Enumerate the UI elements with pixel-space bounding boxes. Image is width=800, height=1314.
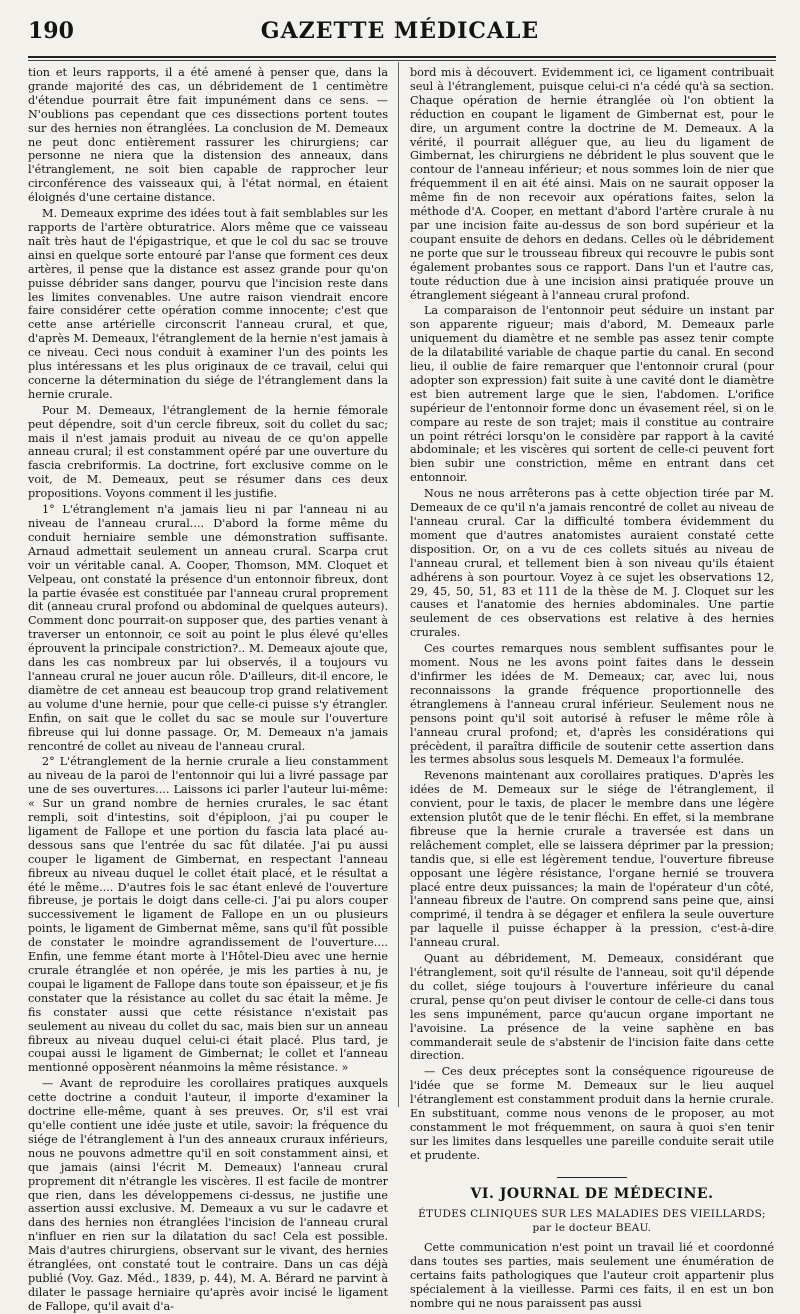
- paragraph: tion et leurs rapports, il a été amené à penser que, dans la grande majorité des cas, un débridement de 1 centimètre d'étendue pourrait être fait impunément dans ce sens. — N'oublions pas cependant que ces dissections portent toutes sur des hernies non étranglées. La conclusion de M. Demeaux ne peut donc entièrement rassurer les chirurgiens; car personne ne niera que la distension des anneaux, dans l'étranglement, ne soit bien capable de rapprocher leur circonférence des vaisseaux qui, à l'état normal, en étaient éloignés d'une certaine distance.: [28, 66, 388, 205]
- paragraph: Nous ne nous arrêterons pas à cette objection tirée par M. Demeaux de ce qu'il n'a jamais rencontré de collet au niveau de l'anneau crural. Car la difficulté tombera évidemment du moment que d'autres anatomistes auraient constaté cette disposition. Or, on a vu de ces collets situés au niveau de l'anneau crural, et tellement bien à son niveau qu'ils étaient adhérens à son pourtour. Voyez à ce sujet les observations 12, 29, 45, 50, 51, 83 et 111 de la thèse de M. J. Cloquet sur les causes et l'anatomie des hernies abdominales. Une partie seulement de ces observations est relative à des hernies crurales.: [410, 487, 774, 640]
- paragraph: Ces courtes remarques nous semblent suffisantes pour le moment. Nous ne les avons point faites dans le dessein d'infirmer les idées de M. Demeaux; car, avec lui, nous reconnaissons la grande fréquence proportionnelle des étranglemens à l'anneau crural inférieur. Seulement nous ne pensons point qu'il soit autorisé à refuser le même rôle à l'anneau crural profond; et, d'après les considérations qui précèdent, il paraîtra difficile de soutenir cette assertion dans les termes absolus sous lesquels M. Demeaux l'a formulée.: [410, 642, 774, 767]
- page-number: 190: [28, 18, 74, 44]
- article-subtitle: ÉTUDES CLINIQUES SUR LES MALADIES DES VIEILLARDS; par le docteur BEAU.: [418, 1207, 766, 1234]
- paragraph: Quant au débridement, M. Demeaux, considérant que l'étranglement, soit qu'il résulte de l'anneau, soit qu'il dépende du collet, siége toujours à l'ouverture inférieure du canal crural, pense qu'on peut diviser le contour de celle-ci dans tous les sens impunément, parce qu'aucun organe important ne l'avoisine. La présence de la veine saphène en bas commanderait seule de s'abstenir de l'incision faite dans cette direction.: [410, 952, 774, 1063]
- paragraph: Revenons maintenant aux corollaires pratiques. D'après les idées de M. Demeaux sur le siége de l'étranglement, il convient, pour le taxis, de placer le membre dans une légère extension plutôt que de le tenir fléchi. En effet, si la membrane fibreuse que la hernie crurale a traversée est dans un relâchement complet, elle se laissera déprimer par la pression; tandis que, si elle est légèrement tendue, l'ouverture fibreuse opposant une légère résistance, l'organe hernié se trouvera placé entre deux puissances; la main de l'opérateur d'un côté, l'anneau fibreux de l'autre. On comprend sans peine que, ainsi comprimé, il tendra à se dégager et enfilera la seule ouverture par laquelle il puisse échapper à la pression, c'est-à-dire l'anneau crural.: [410, 769, 774, 950]
- paragraph: La comparaison de l'entonnoir peut séduire un instant par son apparente rigueur; mais d'abord, M. Demeaux parle uniquement du diamètre et ne semble pas assez tenir compte de la dilatabilité variable de chaque partie du canal. En second lieu, il oublie de faire remarquer que l'entonnoir crural (pour adopter son expression) fait suite à une cavité dont le diamètre est bien autrement large que le sien, l'abdomen. L'orifice supérieur de l'entonnoir forme donc un évasement réel, si on le compare au reste de son trajet; mais il constitue au contraire un point rétréci lorsqu'on le considère par rapport à la cavité abdominale; et les viscères qui sortent de celle-ci peuvent fort bien subir une constriction, même en entrant dans cet entonnoir.: [410, 304, 774, 485]
- publication-title: GAZETTE MÉDICALE: [260, 18, 540, 44]
- paragraph: 2° L'étranglement de la hernie crurale a lieu constamment au niveau de la paroi de l'entonnoir qui lui a livré passage par une de ses ouvertures.... Laissons ici parler l'auteur lui-même: « Sur un grand nombre de hernies crurales, le sac étant rempli, soit d'intestins, soit d'épiploon, j'ai pu couper le ligament de Fallope et une portion du fascia lata placé au-dessous sans que l'entrée du sac fût dilatée. J'ai pu aussi couper le ligament de Gimbernat, en respectant l'anneau fibreux au niveau duquel le collet était placé, et le résultat a été le même.... D'autres fois le sac étant enlevé de l'ouverture fibreuse, je portais le doigt dans celle-ci. J'ai pu alors couper successivement le ligament de Fallope en un ou plusieurs points, le ligament de Gimbernat même, sans qu'il fût possible de constater le moindre agrandissement de l'ouverture.... Enfin, une femme étant morte à l'Hôtel-Dieu avec une hernie crurale étranglée et non opérée, je mis les parties à nu, je coupai le ligament de Fallope dans toute son épaisseur, et je fis constater que la résistance au collet du sac était la même. Je fis constater aussi que cette résistance n'existait pas seulement au niveau du collet du sac, mais bien sur un anneau fibreux au niveau duquel celui-ci était placé. Plus tard, je coupai aussi le ligament de Gimbernat; le collet et l'anneau mentionné opposèrent néanmoins la même résistance. »: [28, 755, 388, 1075]
- paragraph: — Ces deux préceptes sont la conséquence rigoureuse de l'idée que se forme M. Demeaux sur le lieu auquel l'étranglement est constamment produit dans la hernie crurale. En substituant, comme nous venons de le proposer, au mot constamment le mot fréquemment, on saura à quoi s'en tenir sur les limites dans lesquelles une pareille conduite serait utile et prudente.: [410, 1065, 774, 1162]
- right-column: [410, 66, 774, 1311]
- section-title: VI. JOURNAL DE MÉDECINE.: [470, 1185, 714, 1202]
- header-rule-thin: [28, 60, 776, 61]
- paragraph: Cette communication n'est point un travail lié et coordonné dans toutes ses parties, mais seulement une énumération de certains faits pathologiques que l'auteur croit appartenir plus spécialement à la vieillesse. Parmi ces faits, il en est un bon nombre qui ne nous paraissent pas aussi: [410, 1241, 774, 1311]
- paragraph: Pour M. Demeaux, l'étranglement de la hernie fémorale peut dépendre, soit d'un cercle fibreux, soit du collet du sac; mais il n'est jamais produit au niveau de ce qu'on appelle anneau crural; il est constamment opéré par une ouverture du fascia crebriformis. La doctrine, fort exclusive comme on le voit, de M. Demeaux, peut se résumer dans ces deux propositions. Voyons comment il les justifie.: [28, 403, 388, 501]
- column-divider: [398, 62, 399, 1107]
- left-column: [28, 66, 388, 1313]
- paragraph: bord mis à découvert. Evidemment ici, ce ligament contribuait seul à l'étranglement, puisque celui-ci n'a cédé qu'à sa section. Chaque opération de hernie étranglée où l'on obtient la réduction en coupant le ligament de Gimbernat est, pour le dire, un argument contre la doctrine de M. Demeaux. A la vérité, il pourrait alléguer que, au lieu du ligament de Gimbernat, les chirurgiens ne débrident le plus souvent que le contour de l'anneau inférieur; et nous sommes loin de nier que fréquemment il en ait été ainsi. Mais on ne saurait opposer la même fin de non recevoir aux opérations faites, selon la méthode d'A. Cooper, en mettant d'abord l'artère crurale à nu par une incision faite au-dessus de son bord supérieur et la coupant ensuite de dehors en dedans. Celles où le débridement ne porte que sur le trousseau fibreux qui recouvre le pubis sont également probantes sous ce rapport. Dans l'un et l'autre cas, toute réduction due à une incision ainsi pratiquée prouve un étranglement siégeant à l'anneau crural profond.: [410, 66, 774, 302]
- section-separator: [557, 1177, 627, 1178]
- paragraph: M. Demeaux exprime des idées tout à fait semblables sur les rapports de l'artère obturatrice. Alors même que ce vaisseau naît très haut de l'épigastrique, et que le col du sac se trouve ainsi en quelque sorte entouré par l'anse que forment ces deux artères, il pense que la distance est assez grande pour qu'on puisse débrider sans danger, pourvu que l'incision reste dans les limites convenables. Une autre raison viendrait encore faire considérer cette opération comme innocente; c'est que cette anse artérielle circonscrit l'anneau crural, et que, d'après M. Demeaux, l'étranglement de la hernie n'est jamais à ce niveau. Ceci nous conduit à examiner l'un des points les plus intéressans et les plus originaux de ce travail, celui qui concerne la détermination du siége de l'étranglement dans la hernie crurale.: [28, 207, 388, 401]
- paragraph: — Avant de reproduire les corollaires pratiques auxquels cette doctrine a conduit l'auteur, il importe d'examiner la doctrine elle-même, quant à ses preuves. Or, s'il est vrai qu'elle contient une idée juste et utile, savoir: la fréquence du siége de l'étranglement à l'un des anneaux cruraux inférieurs, nous ne pouvons admettre qu'il en soit constamment ainsi, et que jamais (ainsi l'écrit M. Demeaux) l'anneau crural proprement dit n'étrangle les viscères. Il est facile de montrer que rien, dans les développemens ci-dessus, ne justifie une assertion aussi exclusive. M. Demeaux a vu sur le cadavre et dans des hernies non étranglées l'incision de l'anneau crural n'influer en rien sur la dilatation du sac! Cela est possible. Mais d'autres chirurgiens, observant sur le vivant, des hernies étranglées, ont constaté tout le contraire. Dans un cas déjà publié (Voy. Gaz. Méd., 1839, p. 44), M. A. Bérard ne parvint à dilater le passage herniaire qu'après avoir incisé le ligament de Fallope, qu'il avait d'a-: [28, 1077, 388, 1313]
- paragraph: 1° L'étranglement n'a jamais lieu ni par l'anneau ni au niveau de l'anneau crural.... D'abord la forme même du conduit herniaire semble une démonstration suffisante. Arnaud admettait seulement un anneau crural. Scarpa crut voir un véritable canal. A. Cooper, Thomson, MM. Cloquet et Velpeau, ont constaté la présence d'un entonnoir fibreux, dont la partie évasée est constituée par l'anneau crural proprement dit (anneau crural profond ou abdominal de quelques auteurs). Comment donc pourrait-on supposer que, des parties venant à traverser un entonnoir, ce soit au point le plus élevé qu'elles éprouvent la principale constriction?.. M. Demeaux ajoute que, dans les cas nombreux par lui observés, il a toujours vu l'anneau crural ne jouer aucun rôle. D'ailleurs, dit-il encore, le diamètre de cet anneau est beaucoup trop grand relativement au volume d'une hernie, pour que celle-ci puisse s'y étrangler. Enfin, on sait que le collet du sac se moule sur l'ouverture fibreuse qui lui donne passage. Or, M. Demeaux n'a jamais rencontré de collet au niveau de l'anneau crural.: [28, 503, 388, 753]
- header-rule: [28, 56, 776, 58]
- page-header: [28, 18, 772, 58]
